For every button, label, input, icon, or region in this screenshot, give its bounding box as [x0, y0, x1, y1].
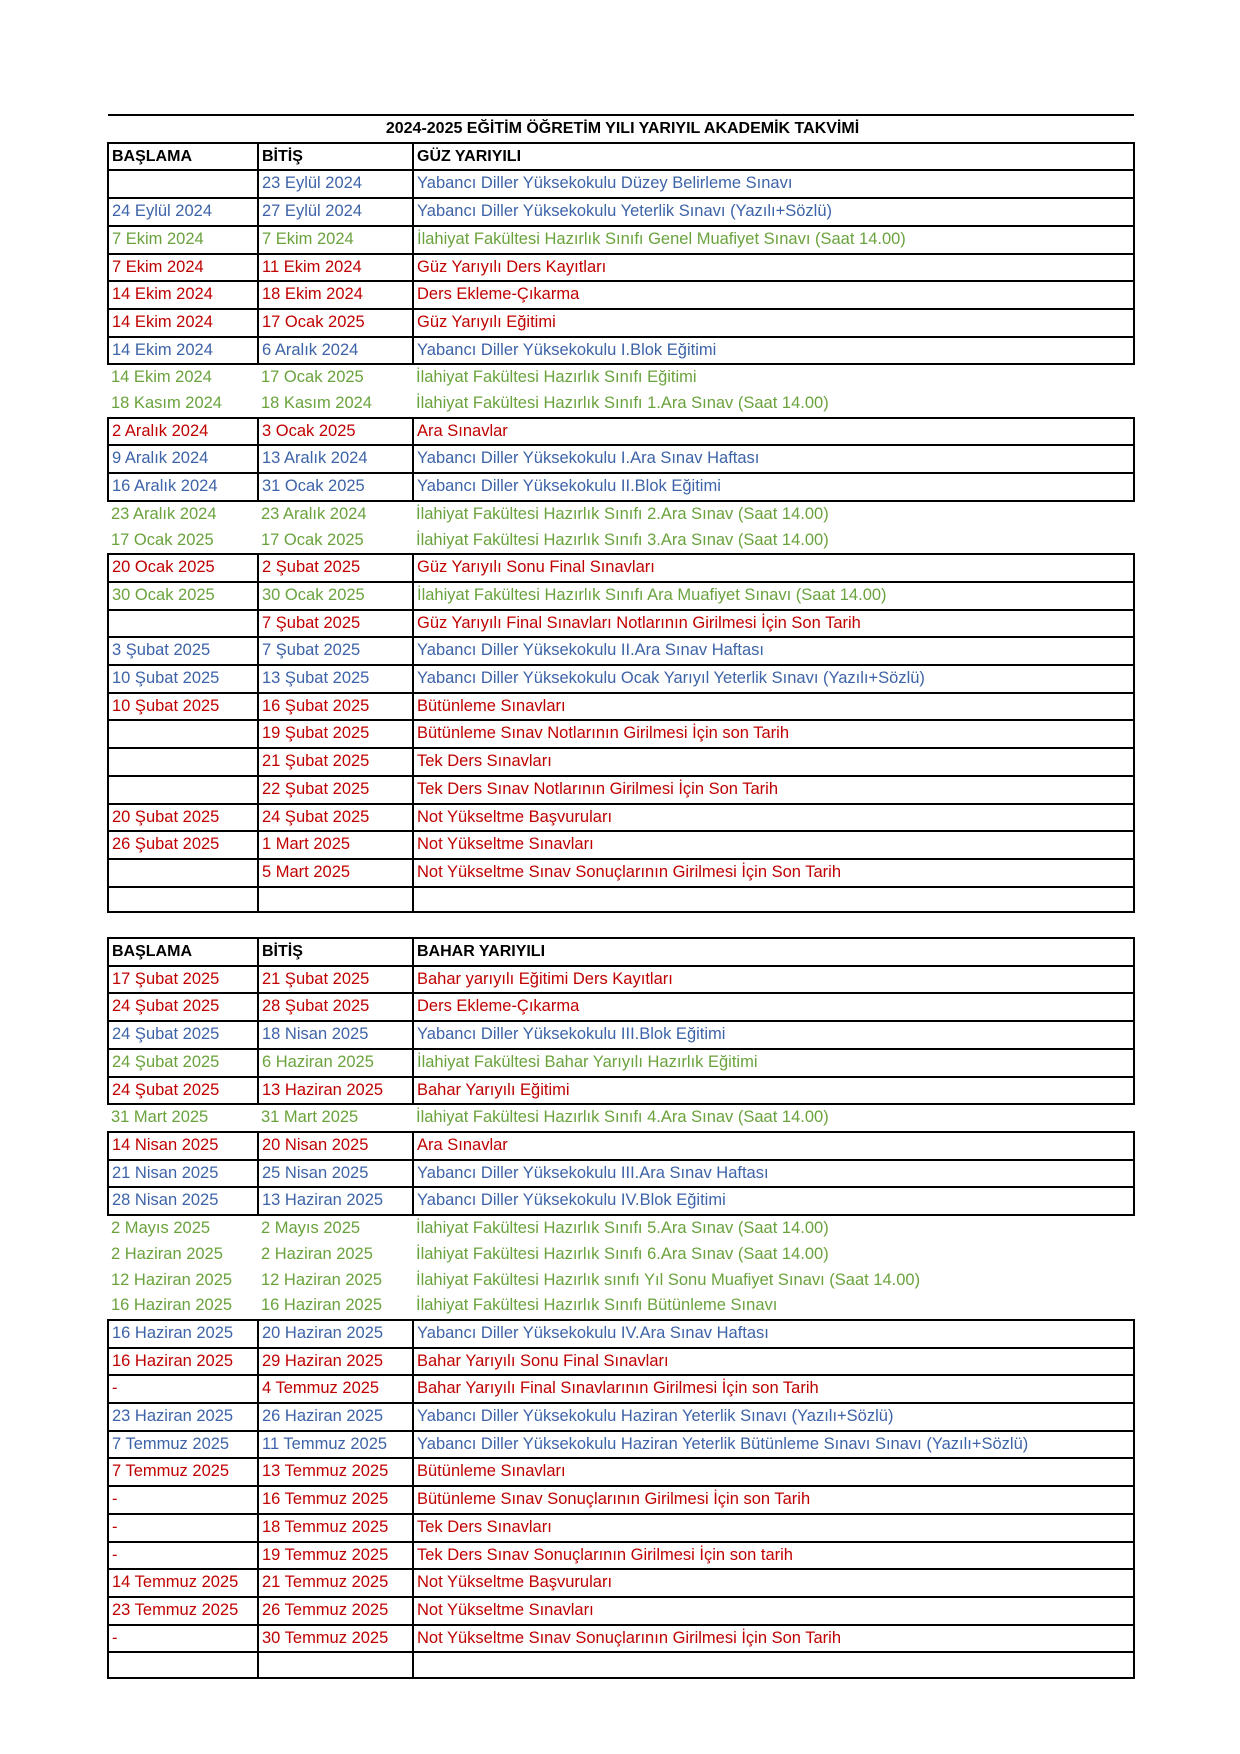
spring-table-row — [108, 1431, 1134, 1459]
fall-start-cell: 17 Ocak 2025 — [111, 530, 214, 549]
fall-start-cell — [108, 859, 258, 887]
fall-start-cell: 26 Şubat 2025 — [108, 831, 258, 859]
spring-event-cell: Bahar yarıyılı Eğitimi Ders Kayıtları — [413, 966, 1134, 994]
spring-end-cell — [258, 1652, 413, 1678]
spring-start-cell: - — [108, 1542, 258, 1570]
spring-event-cell: Bütünleme Sınavları — [413, 1458, 1134, 1486]
spring-end-cell: 6 Haziran 2025 — [258, 1049, 413, 1077]
fall-event-cell: İlahiyat Fakültesi Hazırlık Sınıfı Ara Muafiyet Sınavı (Saat 14.00) — [413, 582, 1134, 610]
title-row — [108, 115, 1134, 143]
fall-table-row — [108, 887, 1134, 913]
spring-table-row — [108, 1375, 1134, 1403]
spring-event-cell: İlahiyat Fakültesi Hazırlık Sınıfı 4.Ara Sınav (Saat 14.00) — [416, 1108, 829, 1127]
spring-end-cell: 29 Haziran 2025 — [258, 1348, 413, 1376]
spring-event-cell: Ders Ekleme-Çıkarma — [413, 993, 1134, 1021]
fall-table-row — [108, 693, 1134, 721]
fall-start-cell: 14 Ekim 2024 — [111, 368, 212, 387]
spring-start-cell: 2 Haziran 2025 — [111, 1244, 223, 1263]
spring-table-row — [108, 1242, 1134, 1268]
fall-event-cell: Ders Ekleme-Çıkarma — [413, 281, 1134, 309]
spring-event-cell: Yabancı Diller Yüksekokulu IV.Ara Sınav Haftası — [413, 1320, 1134, 1348]
spring-table-row — [108, 1625, 1134, 1653]
spring-event-cell: Yabancı Diller Yüksekokulu IV.Blok Eğitimi — [413, 1187, 1134, 1215]
fall-event-cell: İlahiyat Fakültesi Hazırlık Sınıfı Eğitimi — [416, 368, 697, 387]
fall-table-row — [108, 473, 1134, 501]
fall-table-row — [108, 254, 1134, 282]
fall-start-cell: 14 Ekim 2024 — [108, 337, 258, 365]
spring-end-cell: 26 Haziran 2025 — [258, 1403, 413, 1431]
spring-start-cell: 24 Şubat 2025 — [108, 1077, 258, 1105]
fall-table-row — [108, 804, 1134, 832]
spring-event-cell: İlahiyat Fakültesi Hazırlık Sınıfı 5.Ara Sınav (Saat 14.00) — [416, 1219, 829, 1238]
spring-start-cell: 16 Haziran 2025 — [108, 1320, 258, 1348]
spring-end-cell: 18 Temmuz 2025 — [258, 1514, 413, 1542]
fall-event-cell: Yabancı Diller Yüksekokulu II.Blok Eğitimi — [413, 473, 1134, 501]
fall-table-row — [108, 418, 1134, 446]
spring-start-cell: 7 Temmuz 2025 — [108, 1458, 258, 1486]
spring-start-cell: 7 Temmuz 2025 — [108, 1431, 258, 1459]
fall-end-cell: 6 Aralık 2024 — [258, 337, 413, 365]
fall-end-cell: 1 Mart 2025 — [258, 831, 413, 859]
fall-table-row — [108, 337, 1134, 365]
spring-start-cell: 16 Haziran 2025 — [111, 1296, 233, 1315]
fall-table-row — [108, 665, 1134, 693]
fall-start-cell: 23 Aralık 2024 — [111, 504, 217, 523]
fall-end-cell: 3 Ocak 2025 — [258, 418, 413, 446]
spring-end-cell: 13 Haziran 2025 — [258, 1077, 413, 1105]
spring-start-cell: - — [108, 1375, 258, 1403]
fall-end-cell: 5 Mart 2025 — [258, 859, 413, 887]
spring-start-cell: 23 Haziran 2025 — [108, 1403, 258, 1431]
calendar-body — [108, 115, 1134, 1678]
spring-end-cell: 12 Haziran 2025 — [261, 1270, 383, 1289]
spring-end-cell: 19 Temmuz 2025 — [258, 1542, 413, 1570]
spring-table-row — [108, 1104, 1134, 1132]
spring-table-row — [108, 1320, 1134, 1348]
fall-event-cell: Tek Ders Sınav Notlarının Girilmesi İçin Son Tarih — [413, 776, 1134, 804]
spring-end-cell: 16 Haziran 2025 — [261, 1296, 383, 1315]
spring-event-cell: Bahar Yarıyılı Final Sınavlarının Girilmesi İçin son Tarih — [413, 1375, 1134, 1403]
fall-start-cell: 16 Aralık 2024 — [108, 473, 258, 501]
spring-event-cell: Yabancı Diller Yüksekokulu Haziran Yeterlik Bütünleme Sınavı Sınavı (Yazılı+Sözlü) — [413, 1431, 1134, 1459]
fall-end-cell: 23 Aralık 2024 — [261, 504, 367, 523]
fall-table-row — [108, 170, 1134, 198]
spring-event-cell: Bahar Yarıyılı Eğitimi — [413, 1077, 1134, 1105]
fall-end-cell: 7 Ekim 2024 — [258, 226, 413, 254]
spring-event-cell — [413, 1652, 1134, 1678]
fall-event-cell: İlahiyat Fakültesi Hazırlık Sınıfı 2.Ara Sınav (Saat 14.00) — [416, 504, 829, 523]
fall-table-row — [108, 226, 1134, 254]
fall-event-cell: Tek Ders Sınavları — [413, 748, 1134, 776]
fall-start-cell: 9 Aralık 2024 — [108, 445, 258, 473]
fall-event-cell: Ara Sınavlar — [413, 418, 1134, 446]
spring-start-cell: 17 Şubat 2025 — [108, 966, 258, 994]
spring-header-event: BAHAR YARIYILI — [413, 938, 1134, 966]
spring-header-start: BAŞLAMA — [108, 938, 258, 966]
fall-event-cell: Yabancı Diller Yüksekokulu Ocak Yarıyıl Yeterlik Sınavı (Yazılı+Sözlü) — [413, 665, 1134, 693]
spring-table-row — [108, 1021, 1134, 1049]
fall-event-cell: Bütünleme Sınav Notlarının Girilmesi İçin son Tarih — [413, 720, 1134, 748]
fall-header-event: GÜZ YARIYILI — [413, 143, 1134, 171]
fall-end-cell: 13 Şubat 2025 — [258, 665, 413, 693]
spring-start-cell: 31 Mart 2025 — [111, 1108, 209, 1127]
spring-start-cell: 14 Nisan 2025 — [108, 1132, 258, 1160]
spring-event-cell: Not Yükseltme Sınav Sonuçlarının Girilmesi İçin Son Tarih — [413, 1625, 1134, 1653]
fall-event-cell: İlahiyat Fakültesi Hazırlık Sınıfı Genel Muafiyet Sınavı (Saat 14.00) — [413, 226, 1134, 254]
spring-table-row — [108, 1293, 1134, 1320]
fall-event-cell: Not Yükseltme Sınavları — [413, 831, 1134, 859]
fall-end-cell: 13 Aralık 2024 — [258, 445, 413, 473]
spring-start-cell: 24 Şubat 2025 — [108, 1021, 258, 1049]
fall-table-row — [108, 391, 1134, 418]
fall-event-cell: Not Yükseltme Sınav Sonuçlarının Girilmesi İçin Son Tarih — [413, 859, 1134, 887]
spring-table-row — [108, 1132, 1134, 1160]
spring-table-row — [108, 1652, 1134, 1678]
fall-event-cell: İlahiyat Fakültesi Hazırlık Sınıfı 1.Ara Sınav (Saat 14.00) — [416, 394, 829, 413]
spring-end-cell: 16 Temmuz 2025 — [258, 1486, 413, 1514]
spring-table-row — [108, 1215, 1134, 1242]
spring-table-row — [108, 1348, 1134, 1376]
section-spacer — [108, 912, 1134, 938]
spring-event-cell: İlahiyat Fakültesi Bahar Yarıyılı Hazırlık Eğitimi — [413, 1049, 1134, 1077]
spring-event-cell: İlahiyat Fakültesi Hazırlık sınıfı Yıl Sonu Muafiyet Sınavı (Saat 14.00) — [416, 1270, 921, 1289]
fall-table-row — [108, 364, 1134, 391]
spring-start-cell: 23 Temmuz 2025 — [108, 1597, 258, 1625]
fall-start-cell: 14 Ekim 2024 — [108, 281, 258, 309]
fall-event-cell: Yabancı Diller Yüksekokulu Yeterlik Sınavı (Yazılı+Sözlü) — [413, 198, 1134, 226]
fall-start-cell: 10 Şubat 2025 — [108, 693, 258, 721]
fall-table-row — [108, 637, 1134, 665]
spring-start-cell: - — [108, 1625, 258, 1653]
calendar-title: 2024-2025 EĞİTİM ÖĞRETİM YILI YARIYIL AKADEMİK TAKVİMİ — [108, 115, 1134, 143]
fall-start-cell: 3 Şubat 2025 — [108, 637, 258, 665]
spring-table-row — [108, 1486, 1134, 1514]
spring-end-cell: 28 Şubat 2025 — [258, 993, 413, 1021]
spring-start-cell — [108, 1652, 258, 1678]
spring-start-cell: 12 Haziran 2025 — [111, 1270, 233, 1289]
fall-start-cell — [108, 887, 258, 913]
fall-start-cell — [108, 776, 258, 804]
fall-end-cell: 7 Şubat 2025 — [258, 637, 413, 665]
fall-table-row — [108, 554, 1134, 582]
fall-table-row — [108, 501, 1134, 528]
fall-table-row — [108, 309, 1134, 337]
fall-event-cell: Yabancı Diller Yüksekokulu I.Ara Sınav Haftası — [413, 445, 1134, 473]
spring-end-cell: 13 Temmuz 2025 — [258, 1458, 413, 1486]
spring-table-row — [108, 966, 1134, 994]
fall-event-cell: Güz Yarıyılı Eğitimi — [413, 309, 1134, 337]
fall-start-cell: 30 Ocak 2025 — [108, 582, 258, 610]
fall-end-cell: 27 Eylül 2024 — [258, 198, 413, 226]
fall-end-cell: 2 Şubat 2025 — [258, 554, 413, 582]
spring-start-cell: - — [108, 1486, 258, 1514]
spring-event-cell: Not Yükseltme Başvuruları — [413, 1569, 1134, 1597]
spring-table-row — [108, 1049, 1134, 1077]
spring-table-row — [108, 1187, 1134, 1215]
spring-table-row — [108, 993, 1134, 1021]
spring-table-row — [108, 1077, 1134, 1105]
spring-start-cell: 24 Şubat 2025 — [108, 1049, 258, 1077]
fall-start-cell: 20 Şubat 2025 — [108, 804, 258, 832]
spring-table-row — [108, 1542, 1134, 1570]
spring-event-cell: İlahiyat Fakültesi Hazırlık Sınıfı Bütünleme Sınavı — [416, 1296, 778, 1315]
fall-start-cell: 7 Ekim 2024 — [108, 226, 258, 254]
spring-event-cell: Yabancı Diller Yüksekokulu III.Blok Eğitimi — [413, 1021, 1134, 1049]
fall-table-row — [108, 720, 1134, 748]
fall-end-cell: 30 Ocak 2025 — [258, 582, 413, 610]
fall-table-row — [108, 445, 1134, 473]
fall-event-cell: Güz Yarıyılı Final Sınavları Notlarının Girilmesi İçin Son Tarih — [413, 610, 1134, 638]
spring-event-cell: İlahiyat Fakültesi Hazırlık Sınıfı 6.Ara Sınav (Saat 14.00) — [416, 1244, 829, 1263]
spring-table-row — [108, 1514, 1134, 1542]
fall-start-cell: 24 Eylül 2024 — [108, 198, 258, 226]
spring-table-row — [108, 1597, 1134, 1625]
fall-start-cell: 7 Ekim 2024 — [108, 254, 258, 282]
fall-end-cell: 19 Şubat 2025 — [258, 720, 413, 748]
fall-event-cell: Yabancı Diller Yüksekokulu I.Blok Eğitimi — [413, 337, 1134, 365]
fall-end-cell: 18 Kasım 2024 — [261, 394, 372, 413]
spring-end-cell: 2 Haziran 2025 — [261, 1244, 373, 1263]
fall-end-cell: 11 Ekim 2024 — [258, 254, 413, 282]
fall-start-cell — [108, 720, 258, 748]
fall-end-cell: 22 Şubat 2025 — [258, 776, 413, 804]
spring-table-row — [108, 1160, 1134, 1188]
spring-end-cell: 31 Mart 2025 — [261, 1108, 359, 1127]
spring-event-cell: Bütünleme Sınav Sonuçlarının Girilmesi İçin son Tarih — [413, 1486, 1134, 1514]
fall-end-cell: 17 Ocak 2025 — [261, 530, 364, 549]
fall-end-cell: 18 Ekim 2024 — [258, 281, 413, 309]
fall-table-row — [108, 748, 1134, 776]
spring-end-cell: 18 Nisan 2025 — [258, 1021, 413, 1049]
spring-start-cell: 28 Nisan 2025 — [108, 1187, 258, 1215]
spring-table-row — [108, 1268, 1134, 1294]
spacer-cell — [108, 912, 1134, 938]
fall-table-row — [108, 831, 1134, 859]
fall-event-cell: Bütünleme Sınavları — [413, 693, 1134, 721]
spring-end-cell: 30 Temmuz 2025 — [258, 1625, 413, 1653]
fall-end-cell — [258, 887, 413, 913]
fall-end-cell: 17 Ocak 2025 — [258, 309, 413, 337]
fall-event-cell — [413, 887, 1134, 913]
fall-end-cell: 7 Şubat 2025 — [258, 610, 413, 638]
spring-end-cell: 21 Temmuz 2025 — [258, 1569, 413, 1597]
fall-start-cell — [108, 610, 258, 638]
spring-start-cell: 24 Şubat 2025 — [108, 993, 258, 1021]
spring-end-cell: 20 Nisan 2025 — [258, 1132, 413, 1160]
fall-header-start: BAŞLAMA — [108, 143, 258, 171]
fall-start-cell — [108, 748, 258, 776]
spring-event-cell: Ara Sınavlar — [413, 1132, 1134, 1160]
fall-event-cell: Yabancı Diller Yüksekokulu II.Ara Sınav Haftası — [413, 637, 1134, 665]
fall-header-end: BİTİŞ — [258, 143, 413, 171]
spring-start-cell: 21 Nisan 2025 — [108, 1160, 258, 1188]
fall-end-cell: 21 Şubat 2025 — [258, 748, 413, 776]
fall-event-cell: Yabancı Diller Yüksekokulu Düzey Belirleme Sınavı — [413, 170, 1134, 198]
fall-start-cell: 2 Aralık 2024 — [108, 418, 258, 446]
spring-end-cell: 20 Haziran 2025 — [258, 1320, 413, 1348]
fall-table-row — [108, 610, 1134, 638]
spring-end-cell: 26 Temmuz 2025 — [258, 1597, 413, 1625]
fall-table-row — [108, 528, 1134, 555]
spring-table-row — [108, 1403, 1134, 1431]
fall-end-cell: 24 Şubat 2025 — [258, 804, 413, 832]
spring-end-cell: 4 Temmuz 2025 — [258, 1375, 413, 1403]
spring-end-cell: 13 Haziran 2025 — [258, 1187, 413, 1215]
fall-end-cell: 17 Ocak 2025 — [261, 368, 364, 387]
spring-start-cell: - — [108, 1514, 258, 1542]
fall-event-cell: İlahiyat Fakültesi Hazırlık Sınıfı 3.Ara Sınav (Saat 14.00) — [416, 530, 829, 549]
fall-start-cell: 14 Ekim 2024 — [108, 309, 258, 337]
fall-table-row — [108, 198, 1134, 226]
fall-end-cell: 31 Ocak 2025 — [258, 473, 413, 501]
spring-end-cell: 25 Nisan 2025 — [258, 1160, 413, 1188]
fall-table-row — [108, 859, 1134, 887]
spring-end-cell: 11 Temmuz 2025 — [258, 1431, 413, 1459]
fall-table-row — [108, 776, 1134, 804]
spring-table-row — [108, 1569, 1134, 1597]
fall-header-row — [108, 143, 1134, 171]
spring-event-cell: Tek Ders Sınavları — [413, 1514, 1134, 1542]
spring-header-row — [108, 938, 1134, 966]
fall-start-cell: 20 Ocak 2025 — [108, 554, 258, 582]
spring-event-cell: Tek Ders Sınav Sonuçlarının Girilmesi İçin son tarih — [413, 1542, 1134, 1570]
academic-calendar-table — [107, 114, 1135, 1679]
spring-end-cell: 2 Mayıs 2025 — [261, 1219, 361, 1238]
spring-event-cell: Yabancı Diller Yüksekokulu Haziran Yeterlik Sınavı (Yazılı+Sözlü) — [413, 1403, 1134, 1431]
fall-start-cell — [108, 170, 258, 198]
spring-event-cell: Not Yükseltme Sınavları — [413, 1597, 1134, 1625]
fall-event-cell: Güz Yarıyılı Sonu Final Sınavları — [413, 554, 1134, 582]
spring-end-cell: 21 Şubat 2025 — [258, 966, 413, 994]
fall-event-cell: Not Yükseltme Başvuruları — [413, 804, 1134, 832]
fall-table-row — [108, 582, 1134, 610]
spring-header-end: BİTİŞ — [258, 938, 413, 966]
spring-table-row — [108, 1458, 1134, 1486]
spring-start-cell: 14 Temmuz 2025 — [108, 1569, 258, 1597]
fall-start-cell: 10 Şubat 2025 — [108, 665, 258, 693]
fall-end-cell: 16 Şubat 2025 — [258, 693, 413, 721]
spring-event-cell: Yabancı Diller Yüksekokulu III.Ara Sınav Haftası — [413, 1160, 1134, 1188]
spring-start-cell: 2 Mayıs 2025 — [111, 1219, 211, 1238]
fall-end-cell: 23 Eylül 2024 — [258, 170, 413, 198]
spring-start-cell: 16 Haziran 2025 — [108, 1348, 258, 1376]
fall-table-row — [108, 281, 1134, 309]
spring-event-cell: Bahar Yarıyılı Sonu Final Sınavları — [413, 1348, 1134, 1376]
fall-event-cell: Güz Yarıyılı Ders Kayıtları — [413, 254, 1134, 282]
fall-start-cell: 18 Kasım 2024 — [111, 394, 222, 413]
